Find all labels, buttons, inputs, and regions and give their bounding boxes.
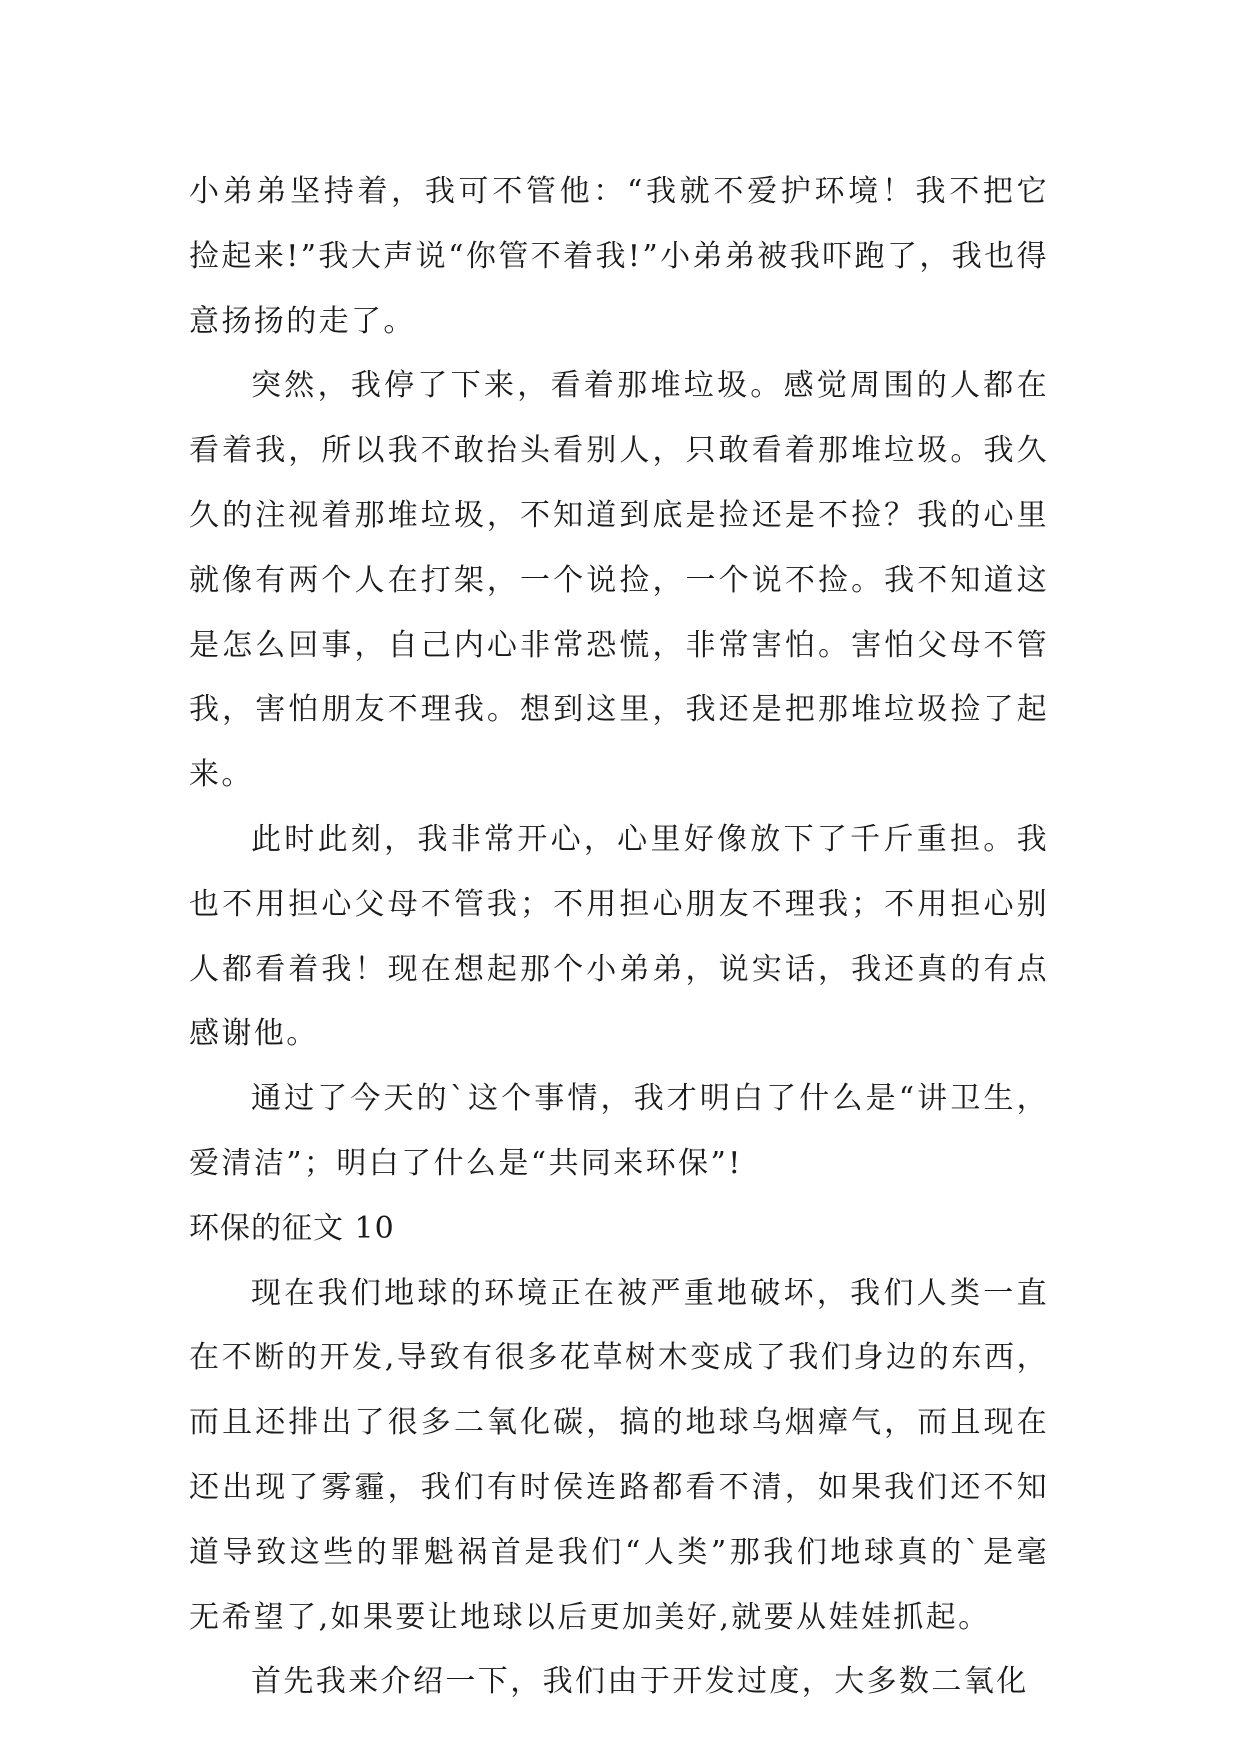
paragraph-4: 通过了今天的`这个事情，我才明白了什么是“讲卫生，爱清洁”；明白了什么是“共同来环保”!: [189, 1081, 1049, 1181]
document-body: [189, 160, 1049, 1715]
paragraph-1: 小弟弟坚持着，我可不管他：“我就不爱护环境！我不把它捡起来!”我大声说“你管不着我!”小弟弟被我吓跑了，我也得意扬扬的走了。: [189, 174, 1049, 339]
paragraph-3: 此时此刻，我非常开心，心里好像放下了千斤重担。我也不用担心父母不管我；不用担心朋友不理我；不用担心别人都看着我！现在想起那个小弟弟，说实话，我还真的有点感谢他。: [189, 821, 1049, 1052]
section-heading: 环保的征文 10: [189, 1210, 395, 1246]
paragraph-6: 首先我来介绍一下，我们由于开发过度，大多数二氧化: [251, 1664, 1029, 1700]
paragraph-5: 现在我们地球的环境正在被严重地破坏，我们人类一直在不断的开发,导致有很多花草树木变成了我们身边的东西，而且还排出了很多二氧化碳，搞的地球乌烟瘴气，而且现在还出现了雾霾，我们有时侯连路都看不清，如果我们还不知道导致这些的罪魁祸首是我们“人类”那我们地球真的`是毫无希望了,如果要让地球以后更加美好,就要从娃娃抓起。: [189, 1275, 1049, 1635]
paragraph-2: 突然，我停了下来，看着那堆垃圾。感觉周围的人都在看着我，所以我不敢抬头看别人，只敢看着那堆垃圾。我久久的注视着那堆垃圾，不知道到底是捡还是不捡？我的心里就像有两个人在打架，一个说捡，一个说不捡。我不知道这是怎么回事，自己内心非常恐慌，非常害怕。害怕父母不管我，害怕朋友不理我。想到这里，我还是把那堆垃圾捡了起来。: [189, 368, 1049, 793]
